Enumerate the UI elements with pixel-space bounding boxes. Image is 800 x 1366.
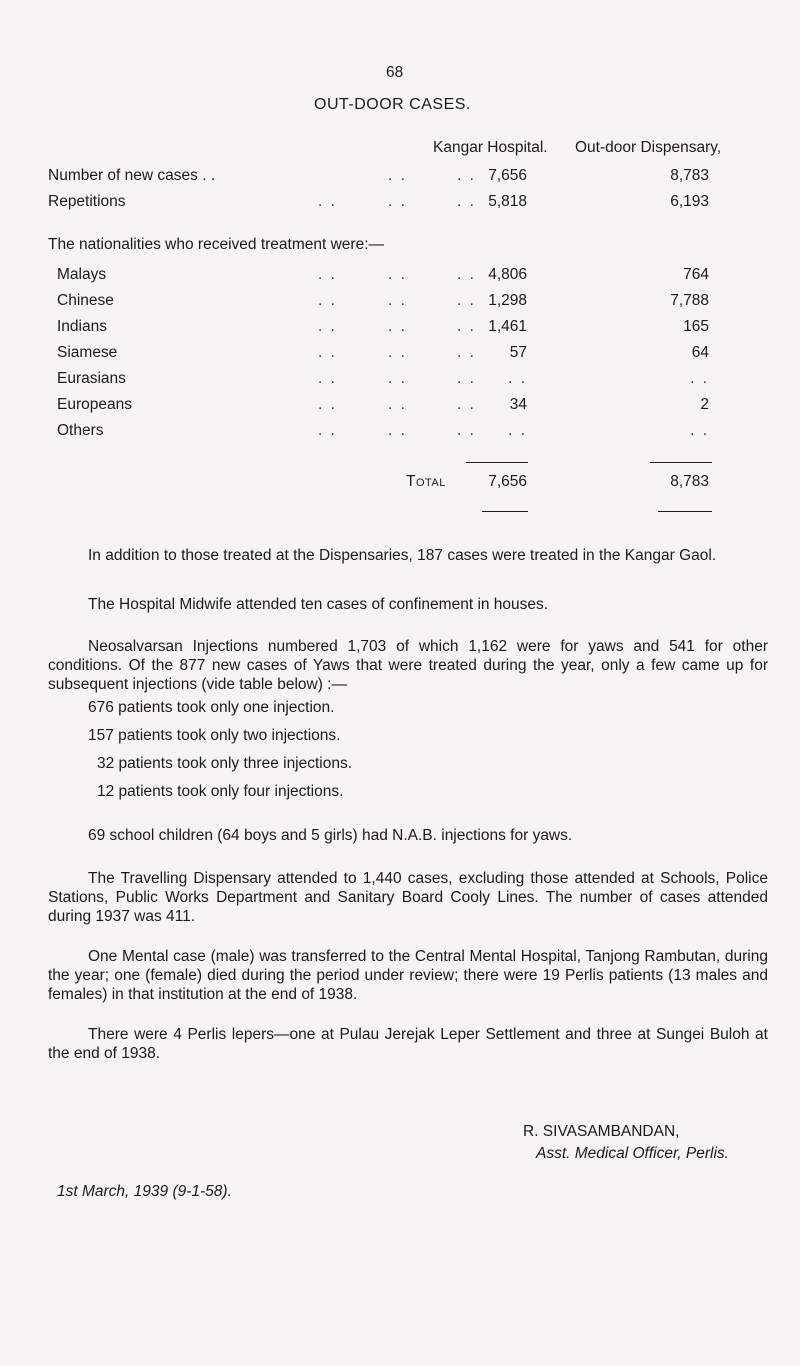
leader-dots: . . (388, 318, 407, 335)
value-dispensary-indians: 165 (683, 318, 709, 335)
value-dispensary-repetitions: 6,193 (670, 193, 709, 210)
value-kangar-repetitions: 5,818 (488, 193, 527, 210)
value-kangar-malays: 4,806 (488, 266, 527, 283)
total-rule-top-kangar (466, 462, 528, 463)
value-dispensary-eurasians: . . (690, 370, 709, 387)
leader-dots: . . (457, 318, 476, 335)
leader-dots: . . (457, 266, 476, 283)
injection-item: 157 patients took only two injections. (88, 727, 341, 744)
value-kangar-others: . . (508, 422, 527, 439)
paragraph-gaol: In addition to those treated at the Dispensaries, 187 cases were treated in the Kangar Gaol. (88, 547, 717, 564)
value-kangar-europeans: 34 (509, 396, 527, 413)
value-dispensary-chinese: 7,788 (670, 292, 709, 309)
value-dispensary-europeans: 2 (700, 396, 709, 413)
leader-dots: . . (457, 370, 476, 387)
paragraph-mental-case: One Mental case (male) was transferred to the Central Mental Hospital, Tanjong Rambutan, during the year; one (female) died during the period under review; there were 19 Perlis patients (13 males and females) in that institution at the end of 1938. (48, 948, 768, 1003)
nationalities-intro: The nationalities who received treatment were:— (48, 236, 384, 253)
leader-dots: . . (388, 292, 407, 309)
total-rule-top-dispensary (650, 462, 712, 463)
leader-dots: . . (388, 193, 407, 210)
page-title: OUT-DOOR CASES. (314, 96, 471, 113)
page-number: 68 (386, 64, 404, 81)
leader-dots: . . (457, 422, 476, 439)
leader-dots: . . (318, 193, 337, 210)
paragraph-midwife: The Hospital Midwife attended ten cases of confinement in houses. (88, 596, 549, 613)
paragraph-travelling-dispensary: The Travelling Dispensary attended to 1,440 cases, excluding those attended at Schools, Police Stations, Public Works Department and Sanitary Board Cooly Lines. The number of cases attended during 1937 was 411. (48, 870, 768, 925)
injection-item: 32 patients took only three injections. (97, 755, 353, 772)
row-label-others: Others (57, 422, 104, 439)
value-kangar-siamese: 57 (509, 344, 527, 361)
value-dispensary-malays: 764 (683, 266, 709, 283)
value-dispensary-others: . . (690, 422, 709, 439)
value-dispensary-total: 8,783 (670, 473, 709, 490)
paragraph-school-children: 69 school children (64 boys and 5 girls) had N.A.B. injections for yaws. (88, 827, 573, 844)
value-kangar-eurasians: . . (508, 370, 527, 387)
document-date: 1st March, 1939 (9-1-58). (57, 1183, 232, 1200)
leader-dots: . . (388, 396, 407, 413)
leader-dots: . . (388, 266, 407, 283)
leader-dots: . . (457, 193, 476, 210)
leader-dots: . . (318, 396, 337, 413)
row-label-malays: Malays (57, 266, 107, 283)
row-label-indians: Indians (57, 318, 107, 335)
leader-dots: . . (318, 344, 337, 361)
leader-dots: . . (388, 422, 407, 439)
paragraph-lepers: There were 4 Perlis lepers—one at Pulau Jerejak Leper Settlement and three at Sungei Buloh at the end of 1938. (48, 1026, 768, 1062)
row-label-eurasians: Eurasians (57, 370, 126, 387)
leader-dots: . . (457, 167, 476, 184)
leader-dots: . . (457, 396, 476, 413)
row-label-chinese: Chinese (57, 292, 114, 309)
injection-item: 676 patients took only one injection. (88, 699, 335, 716)
total-label: Total (406, 473, 446, 490)
leader-dots: . . (318, 318, 337, 335)
signature-title: Asst. Medical Officer, Perlis. (536, 1145, 729, 1162)
value-kangar-chinese: 1,298 (488, 292, 527, 309)
row-label-siamese: Siamese (57, 344, 118, 361)
value-kangar-total: 7,656 (488, 473, 527, 490)
leader-dots: . . (388, 370, 407, 387)
leader-dots: . . (457, 292, 476, 309)
leader-dots: . . (388, 167, 407, 184)
row-label-repetitions: Repetitions (48, 193, 126, 210)
value-dispensary-new-cases: 8,783 (670, 167, 709, 184)
injection-item: 12 patients took only four injections. (97, 783, 344, 800)
leader-dots: . . (457, 344, 476, 361)
leader-dots: . . (318, 292, 337, 309)
paragraph-neosalvarsan: Neosalvarsan Injections numbered 1,703 of which 1,162 were for yaws and 541 for other conditions. Of the 877 new cases of Yaws that were treated during the year, only a few came up for subsequent injections (vide table below) :— (48, 638, 768, 693)
total-rule-bottom-kangar (482, 511, 528, 512)
leader-dots: . . (388, 344, 407, 361)
value-dispensary-siamese: 64 (691, 344, 709, 361)
total-rule-bottom-dispensary (658, 511, 712, 512)
leader-dots: . . (318, 422, 337, 439)
signature-name: R. SIVASAMBANDAN, (523, 1123, 680, 1140)
value-kangar-indians: 1,461 (488, 318, 527, 335)
column-header-kangar-hospital: Kangar Hospital. (433, 139, 548, 156)
column-header-outdoor-dispensary: Out-door Dispensary, (575, 139, 722, 156)
row-label-europeans: Europeans (57, 396, 132, 413)
leader-dots: . . (318, 266, 337, 283)
row-label-new-cases: Number of new cases . . (48, 167, 216, 184)
leader-dots: . . (318, 370, 337, 387)
value-kangar-new-cases: 7,656 (488, 167, 527, 184)
